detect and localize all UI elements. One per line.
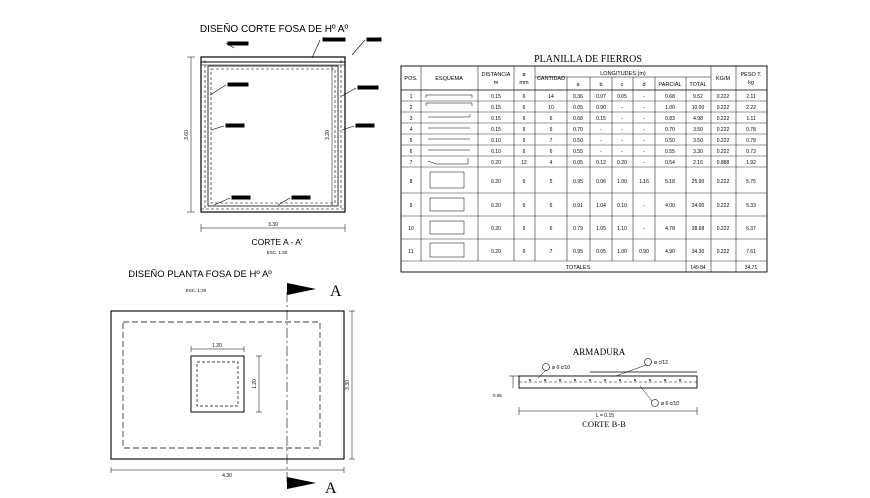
cell-pos: 9 xyxy=(409,203,413,209)
section-view xyxy=(184,22,381,255)
cell-parcial: 0.50 xyxy=(665,138,675,144)
cell-parcial: 0.83 xyxy=(665,116,675,122)
cell-a: 0.05 xyxy=(573,160,583,166)
cell-diam: 6 xyxy=(522,116,526,122)
cell-total: 3.50 xyxy=(693,138,703,144)
section-rebar-outline xyxy=(211,69,335,203)
totals-label: TOTALES xyxy=(565,265,591,271)
cell-c: - xyxy=(621,116,623,122)
cell-b: 0.06 xyxy=(596,179,606,185)
cell-a: 0.68 xyxy=(573,116,583,122)
cell-cant: 5 xyxy=(549,179,553,185)
th-peso: PESO T. xyxy=(740,72,762,78)
armadura-title: ARMADURA xyxy=(572,347,626,357)
cell-d: - xyxy=(643,94,645,100)
rebar-schemes xyxy=(426,95,472,257)
th-total: TOTAL xyxy=(689,82,707,88)
cell-diam: 6 xyxy=(522,105,526,111)
cell-cant: 4 xyxy=(549,160,553,166)
section-marker-bottom: A xyxy=(325,480,337,497)
cell-diam: 6 xyxy=(522,179,526,185)
cell-kgm: 0.222 xyxy=(716,127,730,133)
cell-diam: 6 xyxy=(522,149,526,155)
cell-diam: 6 xyxy=(522,249,526,255)
th-a: a xyxy=(576,82,580,88)
cell-dist: 0.20 xyxy=(491,160,501,166)
cell-d: - xyxy=(643,160,645,166)
plan-opening-outer xyxy=(191,356,244,412)
section-inner-cavity xyxy=(208,66,338,206)
cell-c: 0.10 xyxy=(617,203,627,209)
cell-diam: 6 xyxy=(522,138,526,144)
cell-d: - xyxy=(643,226,645,232)
callout-1-icon xyxy=(543,364,550,371)
cell-dist: 0.20 xyxy=(491,226,501,232)
cell-dist: 0.15 xyxy=(491,94,501,100)
cell-pos: 8 xyxy=(409,179,413,185)
cell-parcial: 0.70 xyxy=(665,127,675,133)
armadura-dim-thickness: 0.05 xyxy=(493,393,502,398)
cell-total: 25.90 xyxy=(691,179,705,185)
plan-opening-inner xyxy=(197,362,238,406)
armadura-label-1: ø 6 c/10 xyxy=(552,365,571,371)
cell-a: 0.95 xyxy=(573,249,583,255)
cell-pos: 7 xyxy=(409,160,413,166)
cell-b: 1.05 xyxy=(596,226,606,232)
cell-cant: 6 xyxy=(549,149,553,155)
cell-c: - xyxy=(621,105,623,111)
table-row xyxy=(410,179,756,185)
cell-peso: 6.37 xyxy=(746,226,756,232)
section-dim-height-outer: 3.60 xyxy=(184,130,190,140)
th-peso-unit: kg xyxy=(748,80,754,86)
callout-3-icon xyxy=(652,400,659,407)
cell-parcial: 4.00 xyxy=(665,203,675,209)
cell-total: 34.30 xyxy=(691,249,705,255)
cell-parcial: 4.78 xyxy=(665,226,675,232)
cell-kgm: 0.888 xyxy=(716,160,730,166)
cell-c: 1.10 xyxy=(617,226,627,232)
cell-parcial: 0.54 xyxy=(665,160,675,166)
cell-b: 0.05 xyxy=(596,249,606,255)
cell-b: - xyxy=(600,149,602,155)
cell-d: - xyxy=(643,203,645,209)
armadura-dim-length: L = 0.15 xyxy=(595,413,615,419)
cell-total: 28.68 xyxy=(691,226,705,232)
cell-a: 0.36 xyxy=(573,94,583,100)
cell-b: - xyxy=(600,138,602,144)
armadura-label-3: ø 6 c/10 xyxy=(661,401,680,407)
rebar-table-body xyxy=(408,94,756,255)
cell-pos: 10 xyxy=(408,226,414,232)
cell-pos: 3 xyxy=(409,116,413,122)
cell-total: 10.00 xyxy=(691,105,705,111)
cell-peso: 0.78 xyxy=(746,138,756,144)
cell-pos: 5 xyxy=(409,138,413,144)
plan-outer-slab xyxy=(111,311,344,459)
cell-diam: 6 xyxy=(522,94,526,100)
cell-dist: 0.10 xyxy=(491,149,501,155)
plan-wall-line xyxy=(123,322,320,448)
cell-cant: 6 xyxy=(549,226,553,232)
th-diam-unit: mm xyxy=(519,80,529,86)
cell-b: 1.04 xyxy=(596,203,606,209)
callout-2-icon xyxy=(645,359,652,366)
cell-dist: 0.20 xyxy=(491,249,501,255)
section-dim-height-inner: 3.20 xyxy=(325,130,331,140)
table-row xyxy=(408,249,756,255)
section-dim-width: 3.30 xyxy=(268,222,278,228)
plan-view-title: DISEÑO PLANTA FOSA DE Hº Aº xyxy=(128,269,272,280)
cell-total: 2.16 xyxy=(693,160,703,166)
cell-d: - xyxy=(643,138,645,144)
section-marker-top: A xyxy=(330,283,342,300)
plan-dimensions xyxy=(111,311,355,473)
cell-parcial: 1.00 xyxy=(665,105,675,111)
cell-b: 0.15 xyxy=(596,116,606,122)
table-row xyxy=(410,203,756,209)
cell-kgm: 0.222 xyxy=(716,203,730,209)
totals-total: 149.84 xyxy=(690,265,706,271)
cell-d: - xyxy=(643,149,645,155)
cell-dist: 0.15 xyxy=(491,105,501,111)
cell-d: - xyxy=(643,105,645,111)
cell-c: - xyxy=(621,149,623,155)
cell-pos: 6 xyxy=(409,149,413,155)
cell-total: 3.50 xyxy=(693,127,703,133)
section-flag-bottom xyxy=(287,477,316,489)
plan-view xyxy=(111,269,355,497)
cell-d: 0.90 xyxy=(639,249,649,255)
cell-total: 24.00 xyxy=(691,203,705,209)
table-row xyxy=(408,226,756,232)
armadura-detail xyxy=(493,347,697,429)
cell-c: 0.05 xyxy=(617,94,627,100)
cell-dist: 0.20 xyxy=(491,203,501,209)
cell-a: 0.79 xyxy=(573,226,583,232)
cell-c: 0.20 xyxy=(617,160,627,166)
plan-dim-height: 3.30 xyxy=(345,380,351,390)
section-flag-top xyxy=(287,283,316,295)
cell-diam: 6 xyxy=(522,203,526,209)
cell-cant: 14 xyxy=(548,94,554,100)
th-diam: ø xyxy=(522,72,526,78)
section-outer-wall xyxy=(201,57,345,212)
table-row xyxy=(410,160,756,166)
section-view-scale: ESC. 1:20 xyxy=(266,250,288,255)
cell-d: - xyxy=(643,127,645,133)
cell-c: 1.00 xyxy=(617,249,627,255)
plan-dim-opening-height: 1.20 xyxy=(252,379,258,389)
cell-parcial: 4.90 xyxy=(665,249,675,255)
cell-a: 0.50 xyxy=(573,138,583,144)
cell-dist: 0.20 xyxy=(491,179,501,185)
section-view-title: DISEÑO CORTE FOSA DE Hº Aº xyxy=(199,24,349,35)
th-distancia-unit: m xyxy=(493,80,499,86)
plan-dim-opening-width: 1.20 xyxy=(212,343,222,349)
armadura-rebar-dots xyxy=(529,379,681,381)
cell-kgm: 0.222 xyxy=(716,138,730,144)
cell-c: - xyxy=(621,138,623,144)
plan-dim-width: 4.30 xyxy=(222,473,232,479)
th-longitudes: LONGITUDES (m) xyxy=(600,71,646,77)
cell-c: 1.00 xyxy=(617,179,627,185)
th-parcial: PARCIAL xyxy=(658,82,682,88)
cell-a: 0.95 xyxy=(573,179,583,185)
cell-cant: 7 xyxy=(549,249,553,255)
cell-peso: 1.92 xyxy=(746,160,756,166)
cell-dist: 0.15 xyxy=(491,116,501,122)
th-distancia: DISTANCIA xyxy=(481,72,511,78)
table-row xyxy=(410,105,756,111)
cell-pos: 2 xyxy=(409,105,413,111)
cell-kgm: 0.222 xyxy=(716,249,730,255)
cell-total: 3.30 xyxy=(693,149,703,155)
cell-pos: 4 xyxy=(409,127,413,133)
cell-c: - xyxy=(621,127,623,133)
cell-diam: 6 xyxy=(522,226,526,232)
cell-dist: 0.10 xyxy=(491,138,501,144)
cell-peso: 5.33 xyxy=(746,203,756,209)
cell-parcial: 5.18 xyxy=(665,179,675,185)
cell-b: 0.07 xyxy=(596,94,606,100)
cell-parcial: 0.68 xyxy=(665,94,675,100)
cell-d: - xyxy=(643,116,645,122)
cell-peso: 0.78 xyxy=(746,127,756,133)
cell-a: 0.05 xyxy=(573,105,583,111)
rebar-table-title: PLANILLA DE FIERROS xyxy=(534,54,642,65)
cell-peso: 2.22 xyxy=(746,105,756,111)
rebar-table-grid xyxy=(401,66,767,272)
section-rebar-tags xyxy=(210,38,381,205)
cell-cant: 6 xyxy=(549,116,553,122)
cell-cant: 6 xyxy=(549,203,553,209)
cell-peso: 1.11 xyxy=(746,116,756,122)
cell-cant: 5 xyxy=(549,127,553,133)
th-c: c xyxy=(620,82,624,88)
cell-kgm: 0.222 xyxy=(716,179,730,185)
cell-peso: 5.75 xyxy=(746,179,756,185)
cell-kgm: 0.222 xyxy=(716,149,730,155)
cell-pos: 11 xyxy=(408,249,414,255)
cell-cant: 7 xyxy=(549,138,553,144)
section-view-caption: CORTE A - A' xyxy=(251,237,303,247)
cell-total: 9.52 xyxy=(693,94,703,100)
th-kgm: KG/M xyxy=(715,76,731,82)
cell-total: 4.98 xyxy=(693,116,703,122)
cell-a: 0.70 xyxy=(573,127,583,133)
th-esquema: ESQUEMA xyxy=(435,76,463,82)
cell-diam: 12 xyxy=(521,160,527,166)
cell-pos: 1 xyxy=(409,94,413,100)
cell-b: 0.12 xyxy=(596,160,606,166)
th-pos: POS. xyxy=(404,76,418,82)
cell-b: - xyxy=(600,127,602,133)
cell-dist: 0.15 xyxy=(491,127,501,133)
cell-peso: 7.61 xyxy=(746,249,756,255)
cell-parcial: 0.55 xyxy=(665,149,675,155)
cell-cant: 10 xyxy=(548,105,554,111)
plan-view-scale: ESC. 1:20 xyxy=(185,288,207,293)
armadura-label-2: ø c/12 xyxy=(654,360,668,366)
totals-peso: 34.71 xyxy=(744,265,758,271)
rebar-table xyxy=(401,54,767,272)
th-b: b xyxy=(599,82,603,88)
cell-d: 1.16 xyxy=(639,179,649,185)
cell-kgm: 0.222 xyxy=(716,116,730,122)
cell-a: 0.91 xyxy=(573,203,583,209)
cell-kgm: 0.222 xyxy=(716,226,730,232)
cell-kgm: 0.222 xyxy=(716,94,730,100)
cell-diam: 6 xyxy=(522,127,526,133)
cell-kgm: 0.222 xyxy=(716,105,730,111)
th-cantidad: CANTIDAD xyxy=(536,76,566,82)
armadura-caption: CORTE B-B xyxy=(582,419,626,429)
cell-a: 0.55 xyxy=(573,149,583,155)
cell-peso: 2.11 xyxy=(746,94,756,100)
th-d: d xyxy=(642,82,646,88)
cell-b: 0.90 xyxy=(596,105,606,111)
cell-peso: 0.73 xyxy=(746,149,756,155)
